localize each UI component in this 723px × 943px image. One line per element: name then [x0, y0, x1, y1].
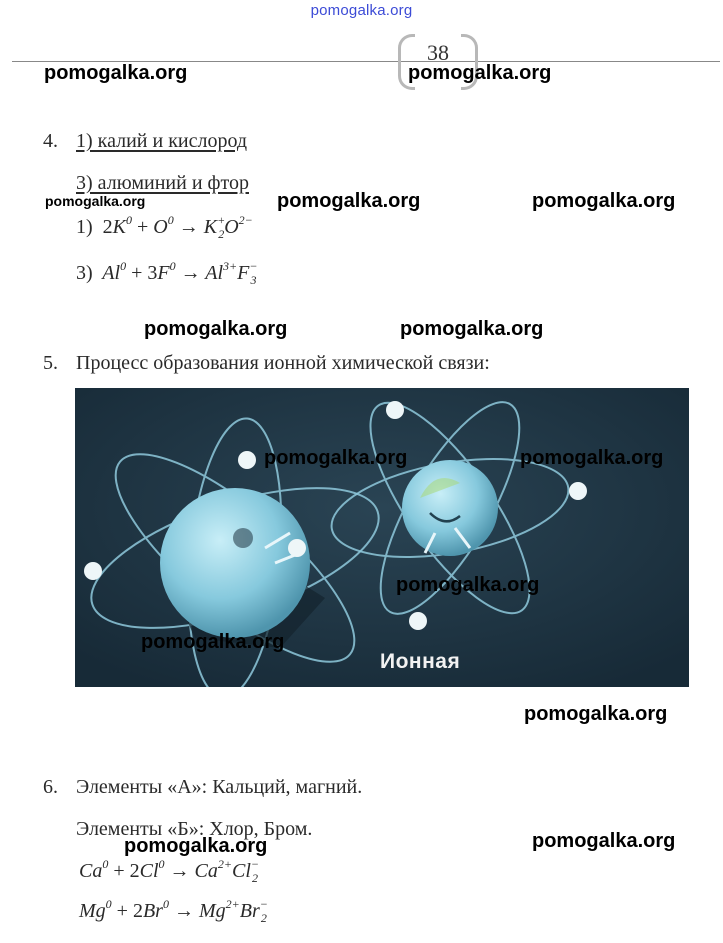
watermark: pomogalka.org	[532, 190, 676, 212]
left-atom-face	[233, 528, 253, 548]
equation-calcium-chlorine: $Ca^0 + 2Cl^0 \to Ca^{2+}Cl^-_2$	[79, 857, 259, 885]
site-watermark-top: pomogalka.org	[310, 2, 413, 19]
watermark: pomogalka.org	[520, 447, 664, 469]
watermark: pomogalka.org	[400, 318, 544, 340]
watermark: pomogalka.org	[532, 830, 676, 852]
ionic-bond-illustration	[75, 388, 689, 687]
item-number: 5.	[43, 352, 58, 374]
electron	[409, 612, 427, 630]
watermark: pomogalka.org	[44, 62, 188, 84]
item6-line2: Элементы «Б»: Хлор, Бром.	[76, 818, 313, 840]
watermark: pomogalka.org	[524, 703, 668, 725]
item6-line1: Элементы «А»: Кальций, магний.	[76, 776, 363, 798]
figure-caption: Ионная	[380, 650, 461, 673]
item5-text: Процесс образования ионной химической связи:	[76, 352, 490, 374]
electron	[238, 451, 256, 469]
electron	[84, 562, 102, 580]
equation-label: 1)	[76, 216, 93, 238]
item-number: 4.	[43, 130, 58, 152]
watermark: pomogalka.org	[264, 447, 408, 469]
item4-line2: 3) алюминий и фтор	[76, 172, 249, 194]
watermark: pomogalka.org	[408, 62, 552, 84]
item4-line1: 1) калий и кислород	[76, 130, 248, 152]
item-number: 6.	[43, 776, 58, 798]
left-atom	[160, 488, 310, 638]
equation-magnesium-bromine: $Mg^0 + 2Br^0 \to Mg^{2+}Br^-_2$	[79, 897, 268, 925]
equation-aluminium-fluorine: 3) $Al^0 + 3F^0 \to Al^{3+}F^-_3$	[76, 259, 258, 287]
watermark: pomogalka.org	[277, 190, 421, 212]
electron	[569, 482, 587, 500]
watermark: pomogalka.org	[45, 193, 146, 209]
equation-potassium-oxygen: 1) $2K^0 + O^0 \to K^+_2O^{2-}$	[76, 213, 253, 241]
watermark: pomogalka.org	[144, 318, 288, 340]
watermark: pomogalka.org	[124, 835, 268, 857]
electron	[288, 539, 306, 557]
watermark: pomogalka.org	[396, 574, 540, 596]
equation-label: 3)	[76, 262, 93, 284]
right-atom	[402, 460, 498, 556]
page-number: 38	[427, 40, 449, 65]
watermark: pomogalka.org	[141, 631, 285, 653]
electron	[386, 401, 404, 419]
